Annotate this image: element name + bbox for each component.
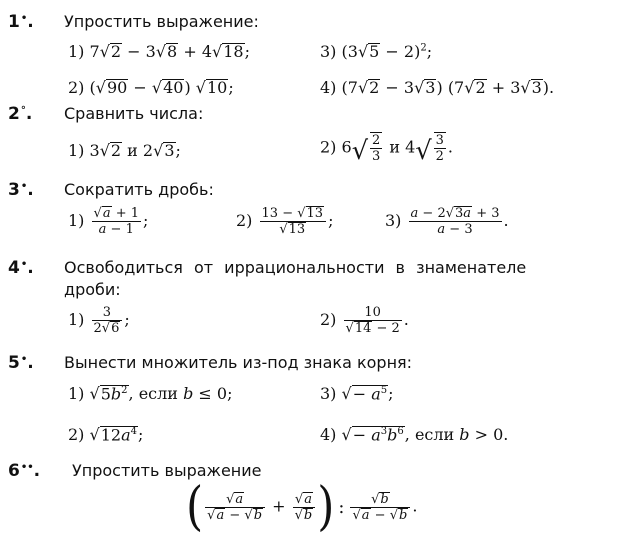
problem-4-title: Освободиться от иррациональности в знаменателе bbox=[64, 258, 527, 277]
problem-4-number: 4•. bbox=[8, 258, 34, 278]
problem-5-item-1: 1) $√5b^2$, если b ≤ 0; bbox=[68, 384, 233, 403]
problem-3-item-2: 2) $\frac{13 - √13}{√13}$ ; bbox=[236, 206, 334, 237]
problem-1-item-2: 2) (√90 − √40) √10; bbox=[68, 78, 234, 97]
problem-1-number: 1•. bbox=[8, 12, 34, 32]
problem-3-number: 3•. bbox=[8, 180, 34, 200]
problem-3-title: Сократить дробь: bbox=[64, 180, 214, 199]
problem-1-title: Упростить выражение: bbox=[64, 12, 259, 31]
problem-1-item-3: 3) $(3√5 - 2)^2$; bbox=[320, 42, 433, 61]
problem-1-item-4: 4) (7√2 − 3√3) (7√2 + 3√3). bbox=[320, 78, 555, 97]
problem-2-number: 2°. bbox=[8, 104, 33, 124]
problem-2-title: Сравнить числа: bbox=[64, 104, 204, 123]
problem-6-number: 6••. bbox=[8, 461, 41, 481]
problem-5-number: 5•. bbox=[8, 353, 34, 373]
problem-3-item-1: 1) $\frac{√a + 1}{a - 1}$ ; bbox=[68, 206, 149, 237]
problem-5-title: Вынести множитель из-под знака корня: bbox=[64, 353, 413, 372]
problem-2-item-1: 1) 3√2 и 2√3; bbox=[68, 141, 181, 160]
problem-5-item-3: 3) √− $a^5$; bbox=[320, 384, 394, 403]
problem-4-item-1: 1) $\frac{3}{2√6}$ ; bbox=[68, 305, 130, 336]
problem-5-item-4: 4) √− $a^3b^6$, если b > 0. bbox=[320, 425, 509, 444]
problem-6-expression: ( $\frac{√a}{√a - √b}$ + $\frac{√a}{√b}$ ) : $\frac{√b}{√a - √b}$ . bbox=[186, 475, 418, 537]
problem-3-item-3: 3) $\frac{a - 2√3a + 3}{a - 3}$ . bbox=[385, 206, 509, 237]
problem-1-item-1: 1) 7√2 − 3√8 + 4√18; bbox=[68, 42, 250, 61]
problem-4-title-continued: дроби: bbox=[64, 280, 121, 299]
problem-5-item-2: 2) $√12a^4$; bbox=[68, 425, 144, 444]
problem-6-title: Упростить выражение bbox=[72, 461, 262, 480]
problem-4-item-2: 2) $\frac{10}{√14 - 2}$ . bbox=[320, 305, 409, 336]
problem-2-item-2: 2) 6√ $\frac{2}{3}$ и 4√ $\frac{3}{2}$ . bbox=[320, 133, 453, 166]
